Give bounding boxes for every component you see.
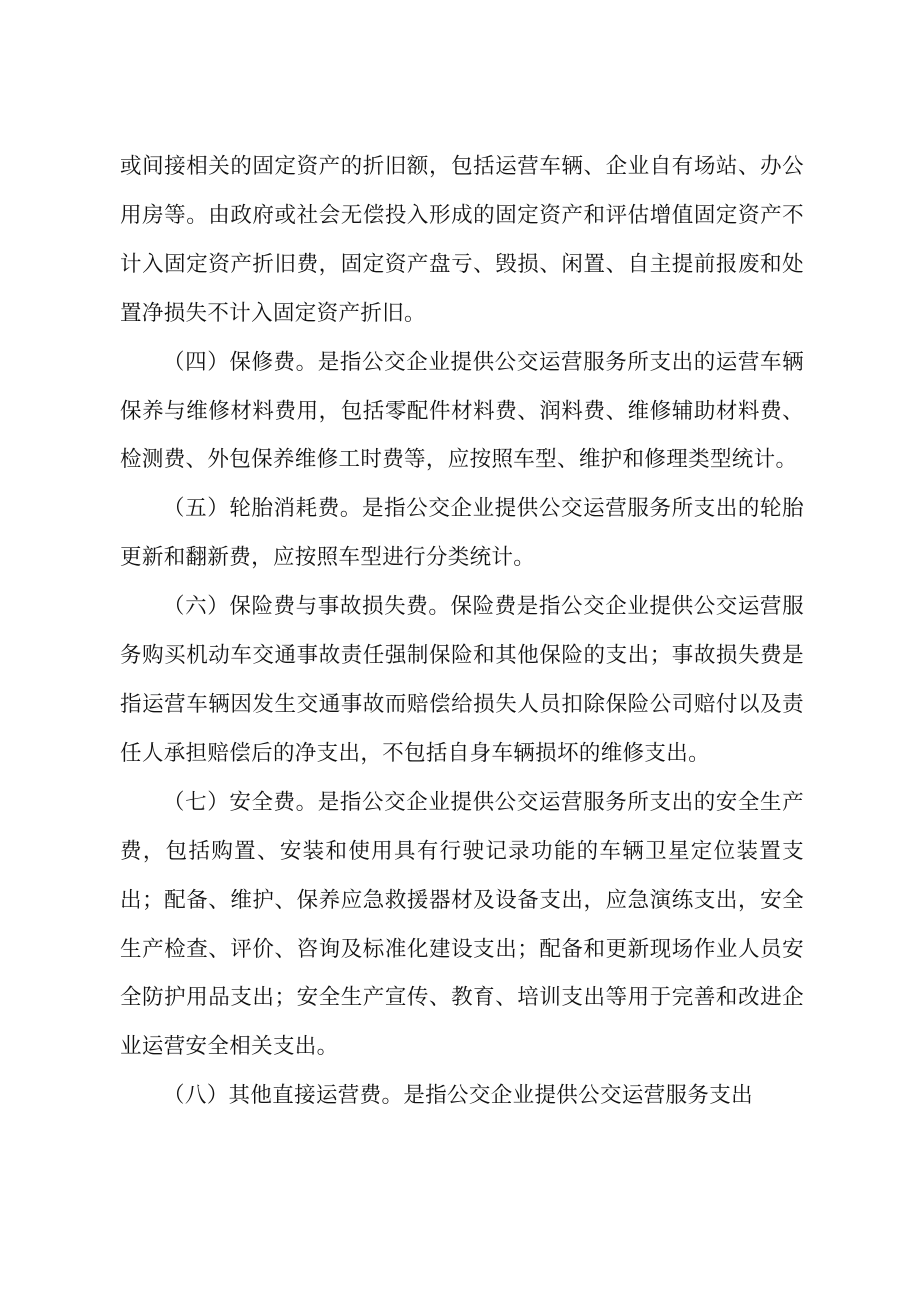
paragraph-maintenance-fee: （四）保修费。是指公交企业提供公交运营服务所支出的运营车辆保养与维修材料费用，包括零配件材料费、润料费、维修辅助材料费、检测费、外包保养维修工时费等，应按照车型、维护和修理类型统计。 <box>120 349 804 473</box>
paragraph-tire-fee: （五）轮胎消耗费。是指公交企业提供公交运营服务所支出的轮胎更新和翻新费，应按照车型进行分类统计。 <box>120 496 804 571</box>
paragraph-other-direct-fee: （八）其他直接运营费。是指公交企业提供公交运营服务支出 <box>163 1083 753 1109</box>
paragraph-depreciation-continued: 或间接相关的固定资产的折旧额，包括运营车辆、企业自有场站、办公用房等。由政府或社会无偿投入形成的固定资产和评估增值固定资产不计入固定资产折旧费，固定资产盘亏、毁损、闲置、自主提前报废和处置净损失不计入固定资产折旧。 <box>120 154 804 326</box>
document-page <box>120 143 804 1121</box>
paragraph-insurance-accident-fee: （六）保险费与事故损失费。保险费是指公交企业提供公交运营服务购买机动车交通事故责任强制保险和其他保险的支出；事故损失费是指运营车辆因发生交通事故而赔偿给损失人员扣除保险公司赔付以及责任人承担赔偿后的净支出，不包括自身车辆损坏的维修支出。 <box>120 594 804 766</box>
paragraph-safety-fee: （七）安全费。是指公交企业提供公交运营服务所支出的安全生产费，包括购置、安装和使用具有行驶记录功能的车辆卫星定位装置支出；配备、维护、保养应急救援器材及设备支出，应急演练支出，安全生产检查、评价、咨询及标准化建设支出；配备和更新现场作业人员安全防护用品支出；安全生产宣传、教育、培训支出等用于完善和改进企业运营安全相关支出。 <box>120 789 804 1060</box>
